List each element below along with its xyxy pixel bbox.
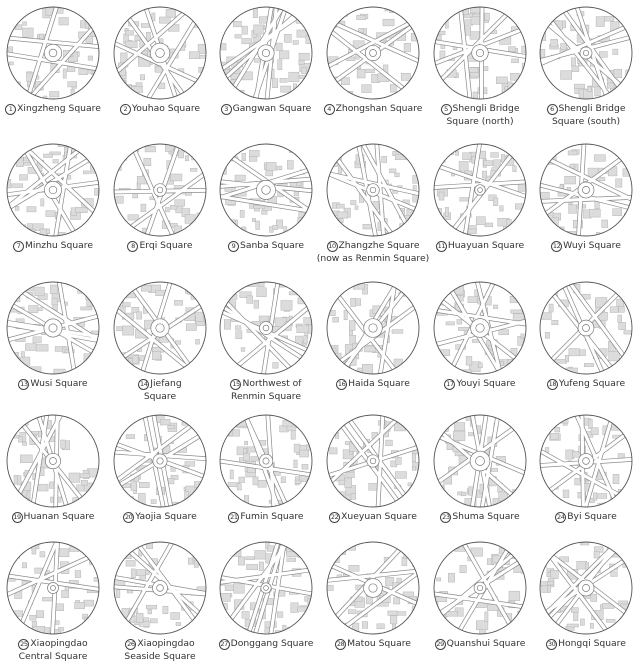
square-number-badge: 5	[441, 104, 452, 115]
square-map-thumbnail	[539, 541, 633, 635]
square-map-thumbnail	[539, 281, 633, 375]
square-label	[103, 103, 217, 116]
square-label	[0, 378, 110, 391]
square-number-badge: 7	[13, 241, 24, 252]
square-name: Matou Square	[347, 638, 411, 649]
square-name: Erqi Square	[139, 240, 193, 251]
square-name: Fumin Square	[240, 511, 304, 522]
square-number-badge: 13	[20, 380, 28, 388]
square-number-badge: 6	[547, 104, 558, 115]
square-map-thumbnail	[6, 414, 100, 508]
square-map-thumbnail	[433, 541, 527, 635]
square-map-thumbnail	[326, 414, 420, 508]
square-number-badge: 15	[232, 380, 240, 388]
square-label	[423, 103, 537, 128]
square-label	[529, 240, 640, 253]
square-map-thumbnail	[6, 281, 100, 375]
square-label	[103, 240, 217, 253]
square-name: Shuma Square	[452, 511, 520, 522]
square-name: Haida Square	[348, 378, 410, 389]
square-name: Shengli Bridge	[558, 103, 626, 114]
square-label	[423, 511, 537, 524]
square-map-thumbnail	[6, 143, 100, 237]
square-map-thumbnail	[219, 541, 313, 635]
square-label	[529, 638, 640, 651]
square-name: Yaojia Square	[135, 511, 197, 522]
square-number-badge: 3	[221, 104, 232, 115]
square-label	[316, 378, 430, 391]
square-map-thumbnail	[433, 143, 527, 237]
square-label	[0, 511, 110, 524]
square-number-badge: 12	[552, 242, 561, 250]
square-name-line2: Renmin Square	[230, 390, 302, 402]
square-name-line2: (now as Renmin Square)	[316, 252, 430, 264]
square-map-thumbnail	[113, 414, 207, 508]
square-map-thumbnail	[539, 143, 633, 237]
square-label	[103, 511, 217, 524]
square-name: Youyi Square	[456, 378, 516, 389]
square-number-badge: 8	[127, 241, 138, 252]
square-number-badge: 17	[446, 380, 454, 388]
square-name: Gangwan Square	[232, 103, 312, 114]
square-label	[0, 240, 110, 253]
square-name: Quanshui Square	[446, 638, 526, 649]
square-label	[423, 240, 537, 253]
square-number-badge: 14	[140, 380, 148, 388]
square-map-thumbnail	[433, 6, 527, 100]
square-number-badge: 11	[437, 242, 446, 250]
square-name: Yufeng Square	[558, 378, 626, 389]
square-name: Wusi Square	[30, 378, 88, 389]
square-map-thumbnail	[113, 143, 207, 237]
square-label	[209, 240, 323, 253]
square-number-badge: 20	[124, 513, 133, 521]
square-name: Xiaopingdao	[137, 638, 195, 649]
square-label	[103, 378, 217, 403]
square-map-thumbnail	[6, 541, 100, 635]
square-label	[423, 378, 537, 391]
square-map-thumbnail	[6, 6, 100, 100]
square-number-badge: 4	[324, 104, 335, 115]
square-name-line2: Central Square	[18, 650, 88, 662]
square-number-badge: 18	[548, 380, 557, 388]
square-map-thumbnail	[219, 414, 313, 508]
square-number-badge: 21	[230, 513, 238, 521]
square-name: Huanan Square	[23, 511, 95, 522]
square-map-thumbnail	[113, 541, 207, 635]
square-name: Minzhu Square	[24, 240, 94, 251]
square-label	[316, 240, 430, 265]
square-label	[316, 103, 430, 116]
square-label	[209, 378, 323, 403]
square-number-badge: 29	[436, 640, 444, 648]
square-number-badge: 25	[20, 640, 28, 648]
square-name: Xueyuan Square	[341, 511, 417, 522]
square-map-thumbnail	[326, 281, 420, 375]
square-name: Zhongshan Square	[335, 103, 423, 114]
square-number-badge: 1	[5, 104, 16, 115]
square-number-badge: 10	[328, 242, 336, 250]
square-number-badge: 30	[547, 640, 556, 648]
square-number-badge: 24	[556, 513, 565, 521]
square-label	[209, 638, 323, 651]
square-name-line2: Seaside Square	[124, 650, 196, 662]
square-number-badge: 19	[13, 513, 21, 521]
square-label	[316, 638, 430, 651]
square-map-thumbnail	[539, 6, 633, 100]
square-number-badge: 26	[127, 640, 135, 648]
square-map-thumbnail	[539, 414, 633, 508]
square-number-badge: 2	[120, 104, 131, 115]
square-number-badge: 23	[442, 513, 450, 521]
square-map-thumbnail	[326, 6, 420, 100]
square-map-thumbnail	[433, 414, 527, 508]
square-map-thumbnail	[433, 281, 527, 375]
square-map-thumbnail	[113, 6, 207, 100]
square-map-thumbnail	[219, 281, 313, 375]
square-name: Donggang Square	[230, 638, 314, 649]
square-map-thumbnail	[113, 281, 207, 375]
square-label	[316, 511, 430, 524]
square-map-thumbnail	[219, 6, 313, 100]
square-number-badge: 22	[330, 513, 339, 521]
square-name: Zhangzhe Square	[338, 240, 420, 251]
square-label	[529, 103, 640, 128]
square-map-thumbnail	[326, 541, 420, 635]
square-number-badge: 28	[336, 640, 345, 648]
square-name-line2: Square (north)	[446, 115, 514, 127]
square-number-badge: 9	[228, 241, 239, 252]
square-name-line2: Square	[143, 390, 177, 402]
square-number-badge: 16	[337, 380, 346, 388]
square-name: Xingzheng Square	[17, 103, 101, 114]
square-label	[0, 103, 110, 116]
square-label	[103, 638, 217, 663]
square-label	[529, 511, 640, 524]
square-name: Youhao Square	[131, 103, 201, 114]
square-name: Sanba Square	[239, 240, 304, 251]
square-label	[529, 378, 640, 391]
square-label	[423, 638, 537, 651]
square-name: Huayuan Square	[447, 240, 525, 251]
square-name: Hongqi Square	[558, 638, 626, 649]
square-name: Shengli Bridge	[452, 103, 520, 114]
square-name: Wuyi Square	[563, 240, 621, 251]
square-label	[0, 638, 110, 663]
square-number-badge: 27	[220, 640, 228, 648]
square-name: Jiefang	[150, 378, 182, 389]
square-name: Byi Square	[567, 511, 617, 522]
square-label	[209, 103, 323, 116]
square-name: Xiaopingdao	[30, 638, 88, 649]
square-name-line2: Square (south)	[551, 115, 621, 127]
square-name: Northwest of	[242, 378, 302, 389]
square-map-thumbnail	[219, 143, 313, 237]
square-label	[209, 511, 323, 524]
square-map-thumbnail	[326, 143, 420, 237]
